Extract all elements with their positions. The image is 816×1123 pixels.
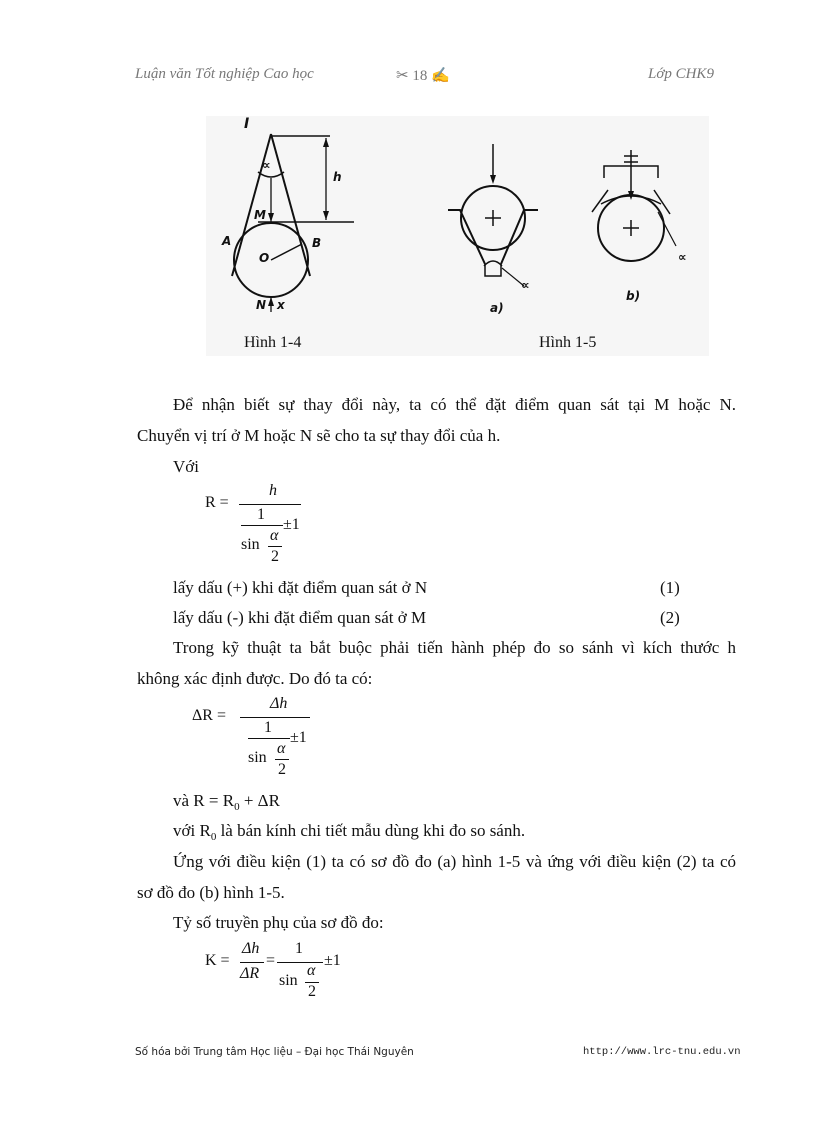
relation-r: và $R = R_0 + \Delta R$: [173, 791, 280, 813]
header-page: [396, 66, 450, 85]
alpha-arc: [258, 172, 284, 177]
figure-panel: [206, 116, 709, 356]
fraction-bar: [239, 504, 301, 505]
label-o: O: [259, 251, 270, 265]
footer-url[interactable]: http://www.lrc-tnu.edu.vn: [583, 1046, 741, 1058]
label-i: I: [244, 116, 250, 132]
label-n: N: [256, 298, 267, 312]
label-alpha-b: ∝: [678, 250, 687, 264]
figure-drawing: [206, 116, 709, 356]
formula-r: R = h 1 ±1 sin α 2: [205, 482, 300, 565]
condition-2: lấy dấu (-) khi đặt điểm quan sát ở M: [173, 608, 427, 627]
paragraph-3-line-1: Ứng với điều kiện (1) ta có sơ đồ đo (a) hình 1-5 và ứng với điều kiện (2) ta có: [173, 852, 736, 871]
condition-2-number: (2): [660, 608, 680, 627]
figure-1-4: [232, 134, 354, 312]
label-m: M: [254, 208, 266, 222]
formula-delta-r: ΔR = Δh 1 ±1 sin α 2: [192, 695, 322, 785]
label-a-sub: a): [490, 301, 504, 315]
paragraph-1-line-1: Để nhận biết sự thay đổi này, ta có thể đặt điểm quan sát tại M hoặc N.: [173, 395, 736, 414]
scissors-icon: ✂: [396, 68, 409, 84]
radius-line: [271, 244, 302, 260]
paragraph-3-line-2: sơ đồ đo (b) hình 1-5.: [137, 883, 285, 902]
paragraph-2-line-1: Trong kỹ thuật ta bắt buộc phải tiến hành phép đo so sánh vì kích thước h: [173, 638, 736, 657]
paragraph-1-line-2: Chuyển vị trí ở M hoặc N sẽ cho ta sự thay đổi của h.: [137, 426, 501, 445]
label-alpha: ∝: [262, 158, 271, 172]
formula-k: K = Δh ΔR = 1 ±1 sin α 2: [205, 940, 341, 1000]
caption-fig-1-5: Hình 1-5: [539, 334, 597, 351]
with-label: Với: [173, 457, 199, 476]
label-x: x: [277, 298, 285, 312]
paragraph-4: Tỷ số truyền phụ của sơ đồ đo:: [173, 913, 384, 932]
label-alpha-a: ∝: [521, 278, 530, 292]
page-number: 18: [412, 68, 428, 84]
r0-definition: với $R_0$ là bán kính chi tiết mẫu dùng khi đo so sánh.: [173, 821, 526, 843]
header-left: Luận văn Tốt nghiệp Cao học: [135, 66, 314, 82]
label-b: B: [312, 236, 322, 250]
pencil-icon: ✍: [431, 68, 450, 84]
fraction-bar: [240, 717, 310, 718]
label-a: A: [222, 234, 232, 248]
header-right: Lớp CHK9: [648, 66, 714, 82]
caption-fig-1-4: Hình 1-4: [244, 334, 302, 351]
condition-1-number: (1): [660, 578, 680, 597]
footer-left: Số hóa bởi Trung tâm Học liệu – Đại học Thái Nguyên: [135, 1046, 414, 1058]
cone-line-right: [271, 134, 310, 276]
paragraph-2-line-2: không xác định được. Do đó ta có:: [137, 669, 373, 688]
figure-1-5b: [592, 150, 676, 261]
label-h: h: [333, 170, 342, 184]
figure-1-5a: [448, 144, 538, 286]
label-b-sub: b): [626, 289, 641, 303]
condition-1: lấy dấu (+) khi đặt điểm quan sát ở N: [173, 578, 428, 597]
